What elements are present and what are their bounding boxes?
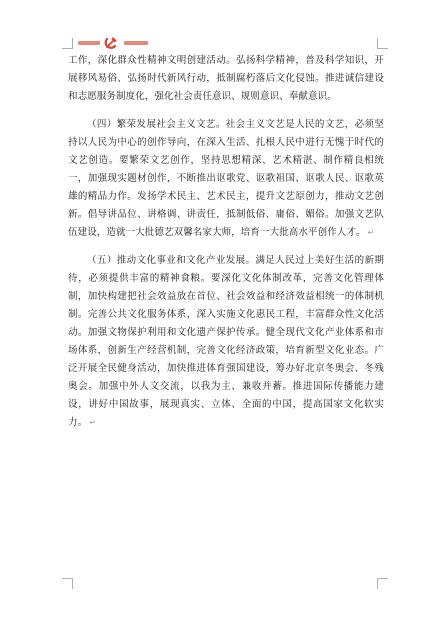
paragraph-2	[68, 116, 384, 242]
document-body	[68, 52, 384, 432]
paragraph-1-text: 工作，深化群众性精神文明创建活动。弘扬科学精神，普及科学知识，开展移风易俗、弘扬时代新风行动，抵制腐朽落后文化侵蚀。推进诚信建设和志愿服务制度化，强化社会责任意识、规则意识、奉献意识。	[68, 55, 384, 102]
paragraph-mark-icon: ↵	[89, 418, 97, 427]
emblem-bar-left	[78, 41, 100, 45]
paragraph-2-text: （四）繁荣发展社会主义文艺。社会主义文艺是人民的文艺，必须坚持以人民为中心的创作导向，在深入生活、扎根人民中进行无愧于时代的文艺创造。要繁荣文艺创作，坚持思想精深、艺术精湛、制作精良相统一，加强现实题材创作，不断推出讴歌党、讴歌祖国、讴歌人民、讴歌英雄的精品力作。发扬学术民主、艺术民主，提升文艺原创力，推动文艺创新。倡导讲品位、讲格调、讲责任，抵制低俗、庸俗、媚俗。加强文艺队伍建设，造就一大批德艺双馨名家大师，培育一大批高水平创作人才。	[68, 119, 384, 238]
header-emblem	[78, 37, 150, 49]
paragraph-1	[68, 52, 384, 106]
paragraph-mark-icon: ↵	[367, 228, 375, 237]
crop-mark-top-left	[62, 38, 73, 49]
crop-mark-bottom-right	[377, 578, 388, 589]
crop-mark-bottom-left	[62, 578, 73, 589]
emblem-bar-right	[124, 41, 148, 45]
paragraph-3	[68, 252, 384, 432]
paragraph-3-text: （五）推动文化事业和文化产业发展。满足人民过上美好生活的新期待，必须提供丰富的精神食粮。要深化文化体制改革，完善文化管理体制，加快构建把社会效益放在首位、社会效益和经济效益相统一的体制机制。完善公共文化服务体系，深入实施文化惠民工程，丰富群众性文化活动。加强文物保护利用和文化遗产保护传承。健全现代文化产业体系和市场体系，创新生产经营机制，完善文化经济政策，培育新型文化业态。广泛开展全民健身活动，加快推进体育强国建设，筹办好北京冬奥会、冬残奥会。加强中外人文交流，以我为主、兼收并蓄。推进国际传播能力建设，讲好中国故事，展现真实、立体、全面的中国，提高国家文化软实力。	[68, 255, 384, 428]
crop-mark-top-right	[377, 38, 388, 49]
hammer-sickle-icon	[104, 37, 118, 49]
